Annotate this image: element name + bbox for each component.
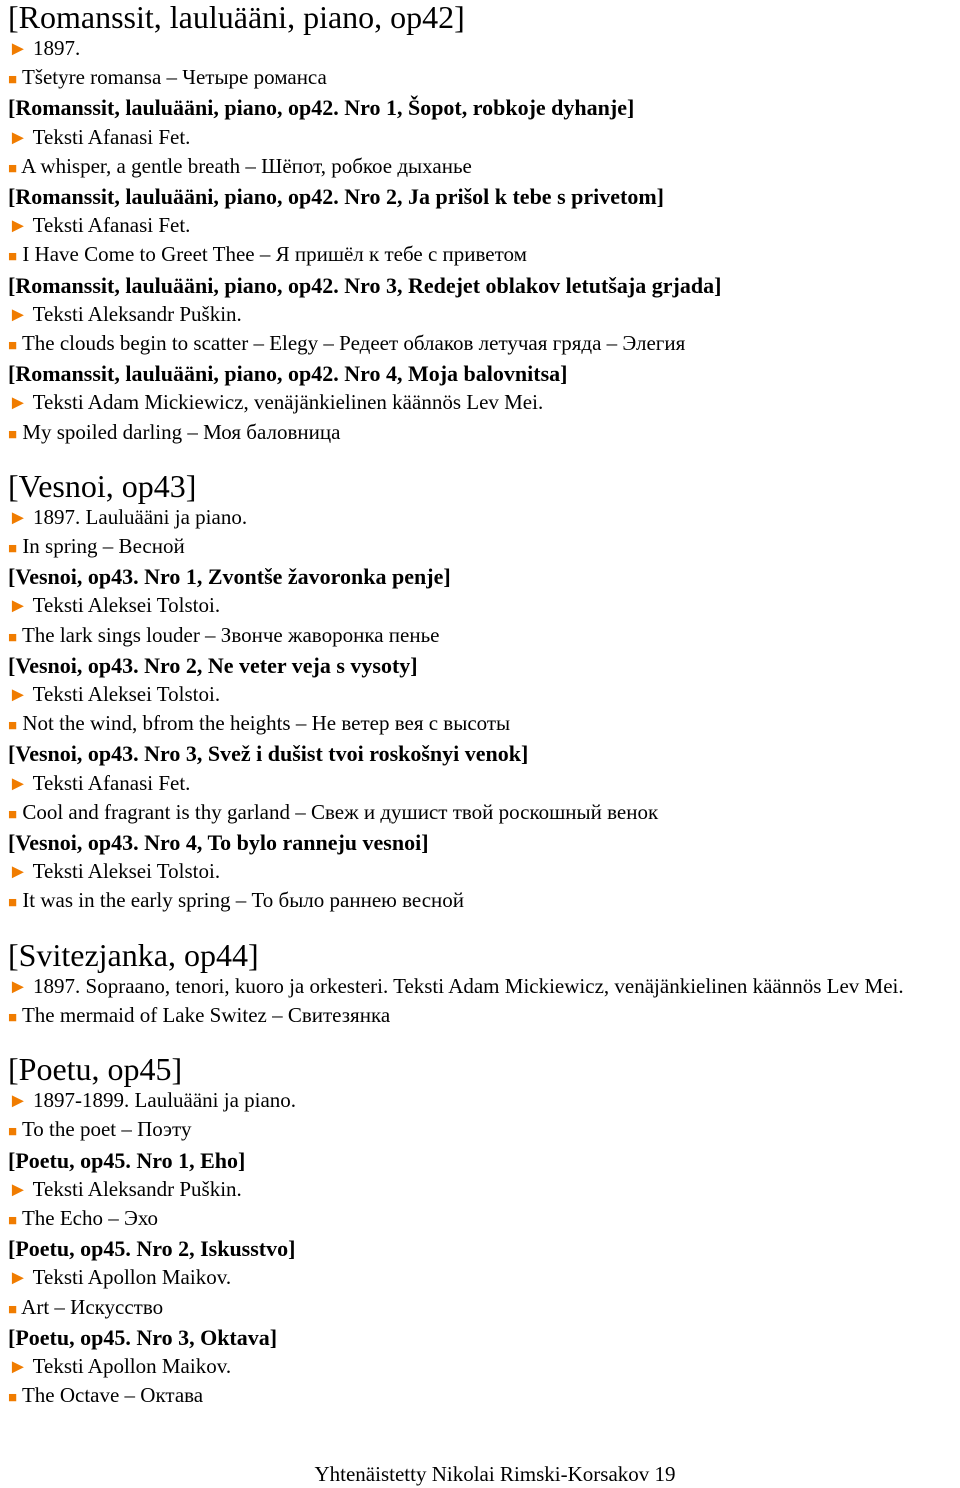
square-bullet-icon: ■ — [8, 1212, 18, 1229]
part-title: [Romanssit, lauluääni, piano, op42. Nro 2, Ja prišol k tebe s privetom] — [8, 184, 664, 210]
work-entry — [8, 1052, 952, 1412]
work-title: [Vesnoi, op43] — [8, 467, 197, 504]
work-info: ► 1897-1899. Lauluääni ja piano. — [8, 1088, 297, 1113]
page-footer — [0, 1460, 960, 1488]
work-title: [Poetu, op45] — [8, 1051, 183, 1088]
arrow-bullet-icon: ► — [8, 975, 28, 998]
part-title: [Vesnoi, op43. Nro 3, Svež i dušist tvoi roskošnyi venok] — [8, 741, 529, 767]
part-info: ► Teksti Afanasi Fet. — [8, 124, 191, 149]
square-bullet-icon: ■ — [8, 1301, 18, 1318]
part-name: ■ My spoiled darling – Моя баловница — [8, 419, 341, 444]
part-name: ■ A whisper, a gentle breath – Шёпот, робкое дыханье — [8, 153, 472, 178]
square-bullet-icon: ■ — [8, 629, 18, 646]
arrow-bullet-icon: ► — [8, 303, 28, 326]
arrow-bullet-icon: ► — [8, 38, 28, 60]
arrow-bullet-icon: ► — [8, 861, 28, 884]
part-title: [Romanssit, lauluääni, piano, op42. Nro 3, Redejet oblakov letutšaja grjada] — [8, 272, 722, 298]
arrow-bullet-icon: ► — [8, 1178, 28, 1201]
square-bullet-icon: ■ — [8, 72, 18, 89]
square-bullet-icon: ■ — [8, 338, 18, 355]
part-name: ■ Art – Искусство — [8, 1294, 164, 1319]
arrow-bullet-icon: ► — [8, 684, 28, 707]
part-name: ■ Not the wind, bfrom the heights – Не ветер вея с высоты — [8, 711, 511, 736]
work-title: [Romanssit, lauluääni, piano, op42] — [8, 0, 465, 35]
square-bullet-icon: ■ — [8, 426, 18, 443]
part-info: ► Teksti Aleksei Tolstoi. — [8, 593, 221, 618]
work-entry — [8, 469, 952, 918]
part-info: ► Teksti Afanasi Fet. — [8, 213, 191, 238]
part-title: [Romanssit, lauluääni, piano, op42. Nro 4, Moja balovnitsa] — [8, 361, 568, 387]
work-info: ► 1897. Sopraano, tenori, kuoro ja orkesteri. Teksti Adam Mickiewicz, venäjänkielinen käännös Lev Mei. — [8, 973, 904, 998]
arrow-bullet-icon: ► — [8, 215, 28, 238]
part-name: ■ The lark sings louder – Звонче жаворонка пенье — [8, 622, 440, 647]
square-bullet-icon: ■ — [8, 1390, 18, 1407]
part-name: ■ The clouds begin to scatter – Elegy – Редеет облаков летучая гряда – Элегия — [8, 331, 686, 356]
part-title: [Poetu, op45. Nro 1, Eho] — [8, 1147, 246, 1173]
square-bullet-icon: ■ — [8, 806, 18, 823]
page-number: 19 — [654, 1462, 676, 1486]
part-info: ► Teksti Aleksandr Puškin. — [8, 1176, 242, 1201]
part-info: ► Teksti Aleksei Tolstoi. — [8, 682, 221, 707]
arrow-bullet-icon: ► — [8, 1267, 28, 1290]
work-name: ■ The mermaid of Lake Switez – Свитезянка — [8, 1002, 391, 1027]
arrow-bullet-icon: ► — [8, 506, 28, 529]
part-name: ■ The Echo – Эхо — [8, 1205, 159, 1230]
square-bullet-icon: ■ — [8, 1124, 18, 1141]
part-title: [Vesnoi, op43. Nro 2, Ne veter veja s vysoty] — [8, 652, 418, 678]
part-title: [Vesnoi, op43. Nro 1, Zvontše žavoronka penje] — [8, 564, 451, 590]
arrow-bullet-icon: ► — [8, 1355, 28, 1378]
part-name: ■ I Have Come to Greet Thee – Я пришёл к тебе с приветом — [8, 242, 527, 267]
arrow-bullet-icon: ► — [8, 595, 28, 618]
part-info: ► Teksti Adam Mickiewicz, venäjänkielinen käännös Lev Mei. — [8, 390, 544, 415]
square-bullet-icon: ■ — [8, 160, 18, 177]
part-info: ► Teksti Aleksei Tolstoi. — [8, 859, 221, 884]
square-bullet-icon: ■ — [8, 1009, 18, 1026]
square-bullet-icon: ■ — [8, 718, 18, 735]
work-title: [Svitezjanka, op44] — [8, 936, 259, 973]
part-info: ► Teksti Apollon Maikov. — [8, 1265, 232, 1290]
section-gap — [8, 918, 952, 938]
section-gap — [8, 1032, 952, 1052]
part-title: [Vesnoi, op43. Nro 4, To bylo ranneju vesnoi] — [8, 830, 429, 856]
part-title: [Poetu, op45. Nro 2, Iskusstvo] — [8, 1236, 296, 1262]
work-entry — [8, 938, 952, 1032]
work-info: ► 1897. — [8, 36, 81, 60]
arrow-bullet-icon: ► — [8, 126, 28, 149]
work-name: ■ Tšetyre romansa – Четыре романса — [8, 65, 327, 90]
work-name: ■ To the poet – Поэту — [8, 1117, 192, 1142]
square-bullet-icon: ■ — [8, 249, 18, 266]
footer-text: Yhtenäistetty Nikolai Rimski-Korsakov — [314, 1462, 650, 1486]
part-name: ■ It was in the early spring – То было раннею весной — [8, 888, 465, 913]
square-bullet-icon: ■ — [8, 541, 18, 558]
part-name: ■ The Octave – Октава — [8, 1383, 204, 1408]
part-name: ■ Cool and fragrant is thy garland – Свеж и душист твой роскошный венок — [8, 799, 659, 824]
section-gap — [8, 449, 952, 469]
part-info: ► Teksti Apollon Maikov. — [8, 1353, 232, 1378]
part-info: ► Teksti Afanasi Fet. — [8, 770, 191, 795]
arrow-bullet-icon: ► — [8, 1090, 28, 1113]
work-info: ► 1897. Lauluääni ja piano. — [8, 504, 248, 529]
arrow-bullet-icon: ► — [8, 772, 28, 795]
part-title: [Poetu, op45. Nro 3, Oktava] — [8, 1324, 278, 1350]
work-entry — [8, 0, 952, 449]
work-name: ■ In spring – Весной — [8, 534, 185, 559]
arrow-bullet-icon: ► — [8, 392, 28, 415]
square-bullet-icon: ■ — [8, 895, 18, 912]
part-title: [Romanssit, lauluääni, piano, op42. Nro 1, Šopot, robkoje dyhanje] — [8, 95, 635, 121]
part-info: ► Teksti Aleksandr Puškin. — [8, 301, 242, 326]
